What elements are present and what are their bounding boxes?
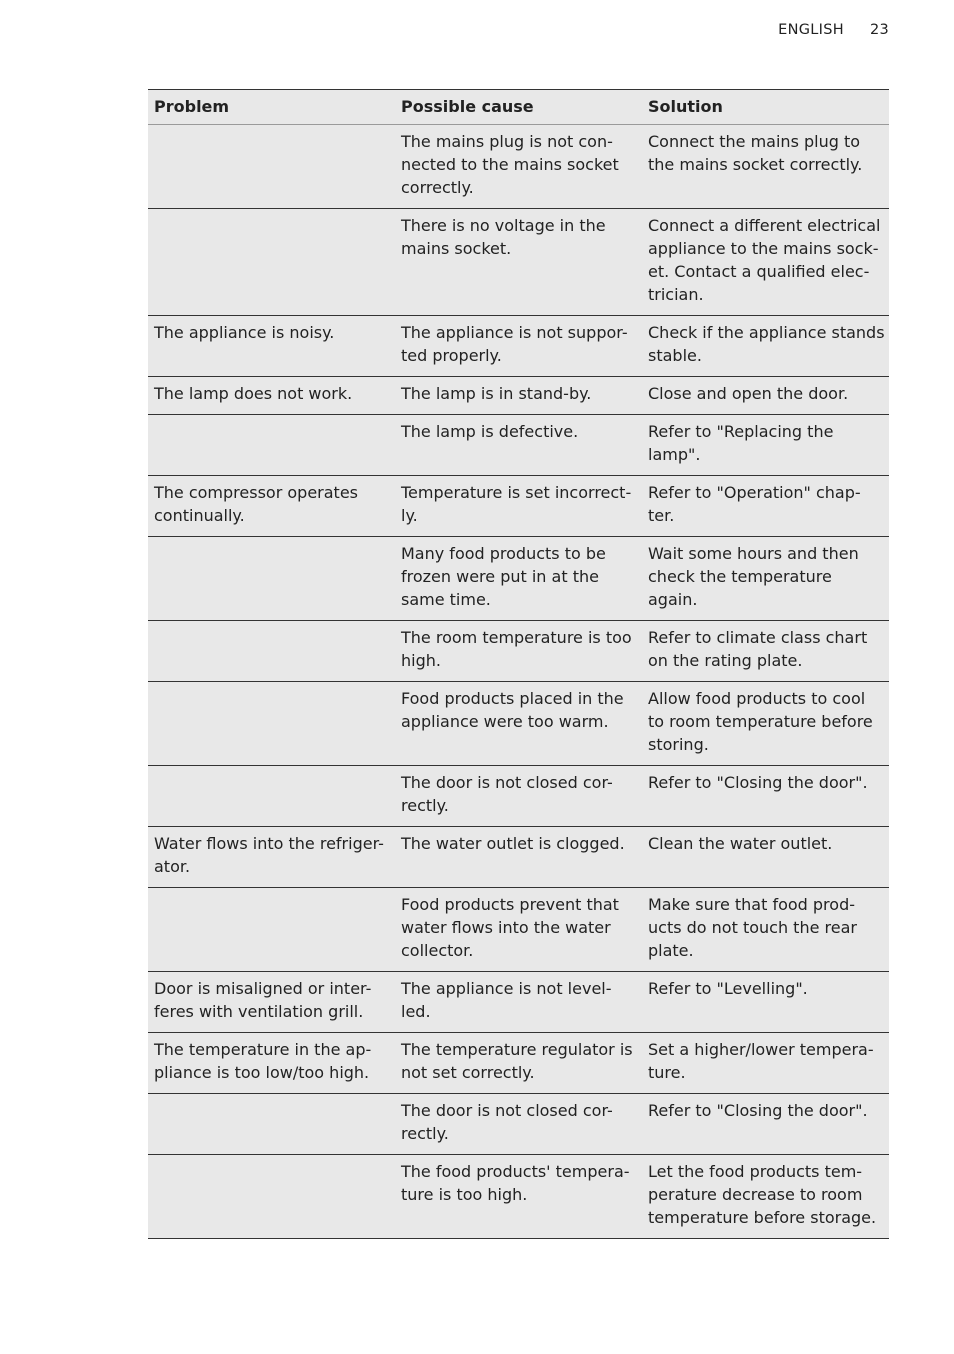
problem-cell	[148, 888, 395, 972]
solution-cell: Check if the appliance stands stable.	[642, 316, 889, 377]
cause-cell: The door is not closed cor-rectly.	[395, 1094, 642, 1155]
column-header-possible-cause: Possible cause	[395, 90, 642, 125]
language-label: ENGLISH	[778, 22, 844, 38]
header-row	[148, 90, 889, 125]
table-row	[148, 766, 889, 827]
solution-cell: Allow food products to cool to room temperature before storing.	[642, 682, 889, 766]
troubleshooting-table	[148, 89, 889, 1239]
column-header-solution: Solution	[642, 90, 889, 125]
table-header	[148, 90, 889, 125]
cause-cell: Temperature is set incorrect-ly.	[395, 476, 642, 537]
problem-cell: The lamp does not work.	[148, 377, 395, 415]
problem-cell	[148, 415, 395, 476]
table-row	[148, 682, 889, 766]
solution-cell: Connect the mains plug to the mains socket correctly.	[642, 125, 889, 209]
table-row	[148, 621, 889, 682]
table-row	[148, 476, 889, 537]
solution-cell: Refer to "Replacing the lamp".	[642, 415, 889, 476]
table-row	[148, 316, 889, 377]
solution-cell: Wait some hours and then check the temperature again.	[642, 537, 889, 621]
problem-cell	[148, 125, 395, 209]
table-row	[148, 537, 889, 621]
solution-cell: Refer to "Levelling".	[642, 972, 889, 1033]
solution-cell: Connect a different electrical appliance to the mains sock-et. Contact a qualified elec-trician.	[642, 209, 889, 316]
table-row	[148, 1094, 889, 1155]
problem-cell: The temperature in the ap-pliance is too low/too high.	[148, 1033, 395, 1094]
solution-cell: Set a higher/lower tempera-ture.	[642, 1033, 889, 1094]
column-header-problem: Problem	[148, 90, 395, 125]
table-row	[148, 415, 889, 476]
problem-cell	[148, 766, 395, 827]
cause-cell: The lamp is in stand-by.	[395, 377, 642, 415]
solution-cell: Let the food products tem-perature decrease to room temperature before storage.	[642, 1155, 889, 1239]
table-row	[148, 125, 889, 209]
page-header	[778, 22, 889, 38]
problem-cell	[148, 621, 395, 682]
page-number: 23	[869, 22, 889, 38]
table-row	[148, 1155, 889, 1239]
solution-cell: Refer to climate class chart on the rating plate.	[642, 621, 889, 682]
cause-cell: The room temperature is too high.	[395, 621, 642, 682]
table-row	[148, 972, 889, 1033]
problem-cell	[148, 682, 395, 766]
cause-cell: There is no voltage in the mains socket.	[395, 209, 642, 316]
problem-cell	[148, 1155, 395, 1239]
solution-cell: Refer to "Operation" chap-ter.	[642, 476, 889, 537]
solution-cell: Close and open the door.	[642, 377, 889, 415]
problem-cell: Door is misaligned or inter-feres with ventilation grill.	[148, 972, 395, 1033]
problem-cell	[148, 209, 395, 316]
table-row	[148, 377, 889, 415]
solution-cell: Refer to "Closing the door".	[642, 1094, 889, 1155]
table-body	[148, 125, 889, 1239]
cause-cell: The water outlet is clogged.	[395, 827, 642, 888]
problem-cell: The compressor operates continually.	[148, 476, 395, 537]
cause-cell: The temperature regulator is not set correctly.	[395, 1033, 642, 1094]
cause-cell: The lamp is defective.	[395, 415, 642, 476]
problem-cell	[148, 537, 395, 621]
cause-cell: Food products placed in the appliance were too warm.	[395, 682, 642, 766]
solution-cell: Make sure that food prod-ucts do not touch the rear plate.	[642, 888, 889, 972]
table-row	[148, 1033, 889, 1094]
problem-cell: The appliance is noisy.	[148, 316, 395, 377]
cause-cell: The food products' tempera-ture is too high.	[395, 1155, 642, 1239]
cause-cell: The door is not closed cor-rectly.	[395, 766, 642, 827]
cause-cell: The mains plug is not con-nected to the mains socket correctly.	[395, 125, 642, 209]
cause-cell: Many food products to be frozen were put in at the same time.	[395, 537, 642, 621]
cause-cell: The appliance is not level-led.	[395, 972, 642, 1033]
table-row	[148, 827, 889, 888]
table-row	[148, 209, 889, 316]
cause-cell: The appliance is not suppor-ted properly.	[395, 316, 642, 377]
cause-cell: Food products prevent that water flows into the water collector.	[395, 888, 642, 972]
solution-cell: Refer to "Closing the door".	[642, 766, 889, 827]
solution-cell: Clean the water outlet.	[642, 827, 889, 888]
problem-cell: Water flows into the refriger-ator.	[148, 827, 395, 888]
table-row	[148, 888, 889, 972]
problem-cell	[148, 1094, 395, 1155]
